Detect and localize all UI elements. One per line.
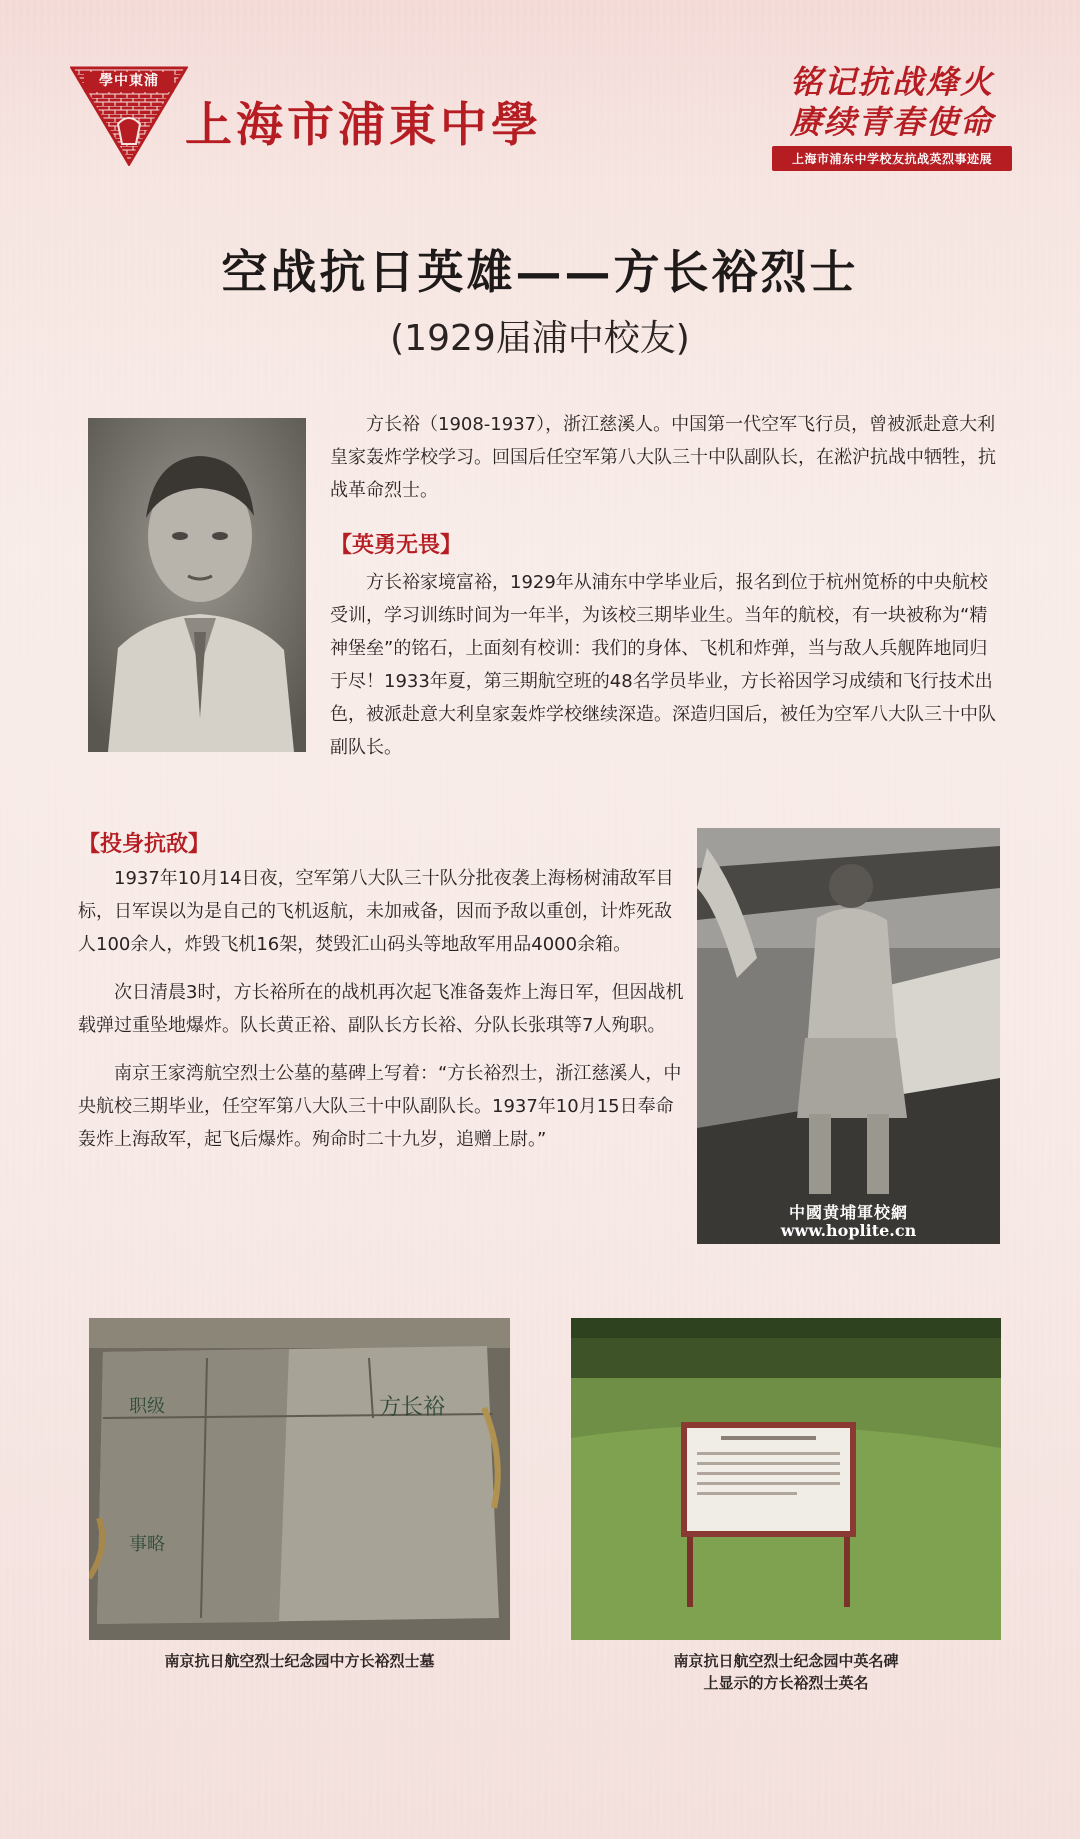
section-fight-body xyxy=(78,862,686,1156)
monument-caption-line-1: 南京抗日航空烈士纪念园中英名碑 xyxy=(673,1652,899,1670)
page-subtitle: (1929届浦中校友) xyxy=(390,318,690,359)
tomb-carved-name: 方长裕 xyxy=(379,1395,446,1420)
fight-paragraph: 南京王家湾航空烈士公墓的墓碑上写着：“方长裕烈士，浙江慈溪人，中央航校三期毕业，任空军第八大队三十中队副队长。1937年10月15日奉命轰炸上海敌军，起飞后爆炸。殉命时二十九岁，追赠上尉。” xyxy=(78,1063,682,1150)
intro-paragraph xyxy=(330,408,1000,507)
portrait-photo xyxy=(88,418,306,752)
monument-caption-line-2: 上显示的方长裕烈士英名 xyxy=(703,1674,869,1692)
page-title: 空战抗日英雄——方长裕烈士 xyxy=(221,245,859,299)
logo-text: 學中東浦 xyxy=(99,73,159,89)
tomb-carved-rank: 职级 xyxy=(129,1396,165,1417)
fight-paragraph: 次日清晨3时，方长裕所在的战机再次起飞准备轰炸上海日军，但因战机载弹过重坠地爆炸。队长黄正裕、副队长方长裕、分队长张琪等7人殉职。 xyxy=(78,982,684,1036)
watermark-url: www.hoplite.cn xyxy=(780,1221,917,1240)
tomb-carved-deeds: 事略 xyxy=(129,1534,165,1555)
watermark-cn: 中國黄埔軍校網 xyxy=(788,1203,908,1222)
tomb-photo-caption: 南京抗日航空烈士纪念园中方长裕烈士墓 xyxy=(164,1652,435,1670)
intro-text: 方长裕（1908-1937），浙江慈溪人。中国第一代空军飞行员，曾被派赴意大利皇家轰炸学校学习。回国后任空军第八大队三十中队副队长，在淞沪抗战中牺牲，抗战革命烈士。 xyxy=(330,414,996,501)
slogan-line-1: 铭记抗战烽火 xyxy=(789,63,994,101)
school-name: 上海市浦東中學 xyxy=(185,98,542,153)
monument-photo-caption xyxy=(571,1650,1001,1694)
monument-photo xyxy=(571,1318,1001,1640)
slogan-banner: 上海市浦东中学校友抗战英烈事迹展 xyxy=(772,146,1012,171)
section-brave-body xyxy=(330,566,1000,764)
tomb-photo xyxy=(89,1318,510,1640)
brave-text: 方长裕家境富裕，1929年从浦东中学毕业后，报名到位于杭州笕桥的中央航校受训，学习训练时间为一年半，为该校三期毕业生。当年的航校，有一块被称为“精神堡垒”的铭石，上面刻有校训：我们的身体、飞机和炸弹，当与敌人兵舰阵地同归于尽！1933年夏，第三期航空班的48名学员毕业，方长裕因学习成绩和飞行技术出色，被派赴意大利皇家轰炸学校继续深造。深造归国后，被任为空军八大队三十中队副队长。 xyxy=(330,572,996,758)
pilot-photo xyxy=(697,828,1000,1244)
fight-paragraph: 1937年10月14日夜，空军第八大队三十队分批夜袭上海杨树浦敌军目标，日军误以为是自己的飞机返航，未加戒备，因而予敌以重创，计炸死敌人100余人，炸毁飞机16架，焚毁汇山码头等地敌军用品4000余箱。 xyxy=(78,868,674,955)
section-heading-brave: 【英勇无畏】 xyxy=(330,533,463,558)
section-heading-fight: 【投身抗敌】 xyxy=(78,832,211,857)
exhibition-slogan xyxy=(772,62,1012,171)
slogan-line-2: 赓续青春使命 xyxy=(789,103,994,141)
